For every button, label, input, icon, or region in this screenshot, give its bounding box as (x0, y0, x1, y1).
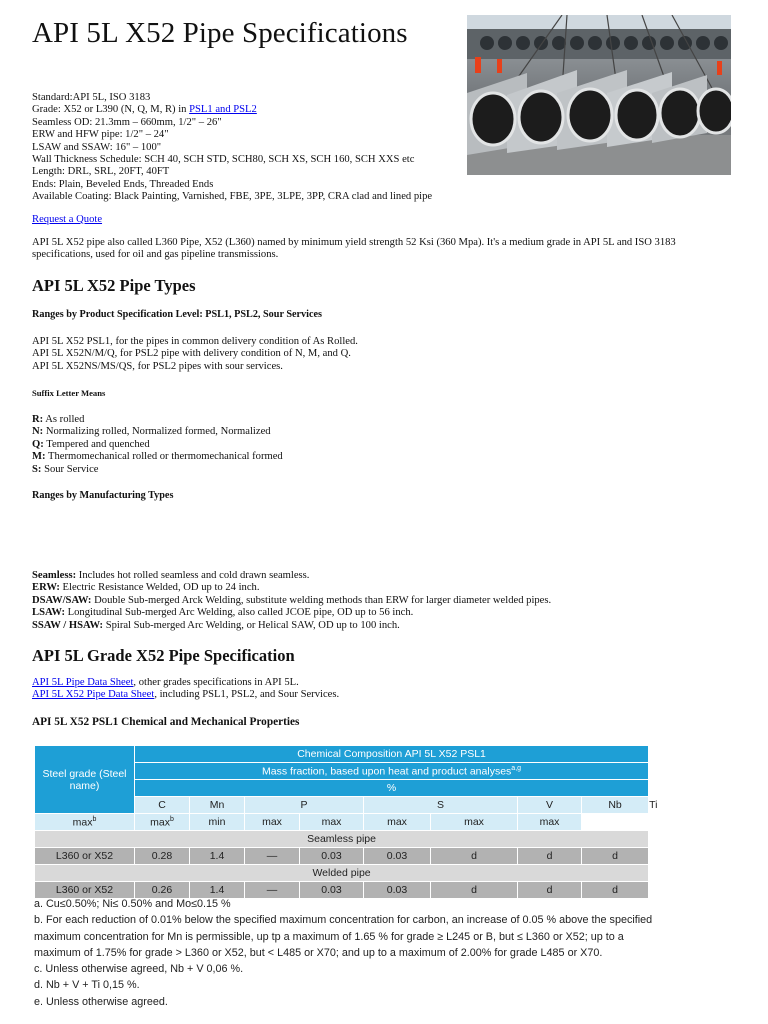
limit-text: max (150, 816, 170, 829)
suffix-key: S: (32, 463, 42, 475)
element-header: V (518, 797, 582, 814)
grade-cell: L360 or X52 (35, 882, 135, 899)
footnote: b. For each reduction of 0.01% below the specified maximum concentration for carbon, an increase of 0.05 % above the specified maximum concentration for Mn is permissible, up tp a maximum of 1.65 % for grade ≥ L245 or B, but ≤ L360 or X52; up to a maximum of 1.75% for grade > L360 or X52, but < L485 or X70; and up to a maximum of 2.00% for grade L485 or X70. (34, 914, 653, 959)
data-sheet-links (32, 677, 339, 702)
data-sheet-text: , other grades specifications in API 5L. (133, 677, 299, 688)
spec-wall-thickness: Wall Thickness Schedule: SCH 40, SCH STD, SCH80, SCH XS, SCH 160, SCH XXS etc (32, 154, 415, 166)
value-cell: 0.03 (364, 882, 431, 899)
value-cell: — (245, 882, 300, 899)
suffix-text: As rolled (43, 414, 85, 425)
suffix-item (32, 439, 283, 451)
spec-erw: ERW and HFW pipe: 1/2" – 24" (32, 129, 169, 141)
spec-coating: Available Coating: Black Painting, Varnished, FBE, 3PE, 3LPE, 3PP, CRA clad and lined pipe (32, 191, 433, 203)
psl-list (32, 336, 358, 373)
api-5l-x52-data-sheet-link[interactable]: API 5L X52 Pipe Data Sheet (32, 689, 155, 701)
value-cell: d (582, 882, 649, 899)
value-cell: d (431, 848, 518, 865)
value-cell: — (245, 848, 300, 865)
steel-grade-header: Steel grade (Steel name) (35, 746, 135, 814)
element-header: Nb (582, 797, 649, 814)
value-cell: 0.28 (135, 848, 190, 865)
data-sheet-line (32, 689, 339, 701)
limit-cell: max (300, 814, 364, 831)
value-cell: d (582, 848, 649, 865)
request-quote-link[interactable]: Request a Quote (32, 214, 103, 225)
value-cell: 1.4 (190, 848, 245, 865)
suffix-heading: Suffix Letter Means (32, 388, 106, 398)
limit-cell: max (364, 814, 431, 831)
limit-cell: max (245, 814, 300, 831)
spec-grade (32, 104, 432, 116)
mfg-text: Includes hot rolled seamless and cold drawn seamless. (76, 570, 310, 581)
value-cell: 0.03 (364, 848, 431, 865)
table-row (35, 848, 649, 865)
suffix-key: Q: (32, 438, 44, 450)
value-cell: 0.03 (300, 848, 364, 865)
mfg-key: LSAW: (32, 607, 65, 619)
suffix-text: Normalizing rolled, Normalized formed, Normalized (43, 426, 271, 438)
mass-fraction-header (135, 763, 649, 780)
mass-fraction-text: Mass fraction, based upon heat and product analyses (262, 765, 512, 778)
data-sheet-text: , including PSL1, PSL2, and Sour Services. (154, 689, 340, 701)
suffix-item (32, 414, 283, 426)
limit-footnote: b (169, 815, 174, 823)
api-5l-data-sheet-link[interactable]: API 5L Pipe Data Sheet (32, 677, 134, 688)
mass-fraction-footnote: a,g (511, 764, 522, 772)
table-footnotes (34, 896, 654, 1010)
mfg-key: DSAW/SAW: (32, 594, 92, 606)
psl-link[interactable]: PSL1 and PSL2 (189, 104, 257, 116)
suffix-text: Tempered and quenched (43, 438, 150, 450)
data-sheet-line (32, 677, 339, 689)
psl-line: API 5L X52N/M/Q, for PSL2 pipe with delivery condition of N, M, and Q. (32, 348, 351, 360)
value-cell: d (518, 882, 582, 899)
limit-cell: max (518, 814, 582, 831)
intro-paragraph: API 5L X52 pipe also called L360 Pipe, X52 (L360) named by minimum yield strength 52 Ksi (360 Mpa). It's a medium grade in API 5L and ISO 3183 specifications, used for oil and gas pipeline transmissions. (32, 237, 676, 261)
limit-cell: max (431, 814, 518, 831)
suffix-key: N: (32, 426, 44, 438)
spec-seamless-od: Seamless OD: 21.3mm – 660mm, 1/2" – 26" (32, 116, 222, 128)
mfg-item (32, 607, 551, 619)
percent-header: % (135, 780, 649, 797)
footnote: a. Cu≤0.50%; Ni≤ 0.50% and Mo≤0.15 % (34, 898, 231, 910)
suffix-item (32, 464, 283, 476)
mfg-item (32, 595, 551, 607)
element-header: P (245, 797, 364, 814)
mfg-key: ERW: (32, 582, 60, 594)
mfg-key: SSAW / HSAW: (32, 619, 104, 631)
value-cell: 0.03 (300, 882, 364, 899)
seamless-section-label: Seamless pipe (35, 831, 649, 848)
chemical-properties-heading: API 5L X52 PSL1 Chemical and Mechanical Properties (32, 716, 300, 728)
manufacturing-subheading: Ranges by Manufacturing Types (32, 490, 174, 501)
spec-standard: Standard:API 5L, ISO 3183 (32, 92, 151, 103)
mfg-text: Spiral Sub-merged Arc Welding, or Helical SAW, OD up to 100 inch. (103, 619, 400, 631)
element-header: S (364, 797, 518, 814)
spec-ends: Ends: Plain, Beveled Ends, Threaded Ends (32, 178, 214, 190)
mfg-item (32, 570, 551, 582)
limit-cell: min (190, 814, 245, 831)
limit-cell (135, 814, 190, 831)
limit-footnote: b (92, 815, 97, 823)
value-cell: 1.4 (190, 882, 245, 899)
suffix-text: Sour Service (41, 463, 99, 475)
pipe-stack-illustration (467, 15, 731, 175)
spec-length: Length: DRL, SRL, 20FT, 40FT (32, 166, 170, 178)
suffix-text: Thermomechanical rolled or thermomechanical formed (45, 451, 283, 463)
mfg-item (32, 582, 551, 594)
psl-line: API 5L X52 PSL1, for the pipes in common delivery condition of As Rolled. (32, 336, 358, 347)
suffix-key: R: (32, 414, 44, 425)
suffix-list (32, 414, 283, 476)
value-cell: d (518, 848, 582, 865)
suffix-key: M: (32, 451, 46, 463)
mfg-text: Longitudinal Sub-merged Arc Welding, also called JCOE pipe, OD up to 56 inch. (64, 607, 414, 619)
limit-text: max (72, 816, 93, 829)
element-header: Mn (190, 797, 245, 814)
grade-cell: L360 or X52 (35, 848, 135, 865)
spec-list (32, 92, 432, 204)
mfg-item (32, 620, 551, 632)
mfg-text: Electric Resistance Welded, OD up to 24 inch. (59, 582, 260, 594)
suffix-item (32, 426, 283, 438)
value-cell: d (431, 882, 518, 899)
welded-section-label: Welded pipe (35, 865, 649, 882)
mfg-text: Double Sub-merged Arck Welding, substitute welding methods than ERW for larger diameter welded pipes. (91, 594, 552, 606)
value-cell: 0.26 (135, 882, 190, 899)
spec-grade-text: Grade: X52 or L390 (N, Q, M, R) in (32, 104, 190, 116)
limit-cell (35, 814, 135, 831)
mfg-key: Seamless: (32, 570, 77, 581)
suffix-item (32, 451, 283, 463)
element-header: C (135, 797, 190, 814)
psl-subheading: Ranges by Product Specification Level: PSL1, PSL2, Sour Services (32, 309, 322, 320)
table-title: Chemical Composition API 5L X52 PSL1 (135, 746, 649, 763)
page-title: API 5L X52 Pipe Specifications (32, 17, 408, 49)
psl-line: API 5L X52NS/MS/QS, for PSL2 pipes with sour services. (32, 360, 283, 372)
spec-lsaw: LSAW and SSAW: 16" – 100" (32, 141, 162, 153)
pipe-types-heading: API 5L X52 Pipe Types (32, 276, 196, 295)
footnote: c. Unless otherwise agreed, Nb + V 0,06 %. (34, 963, 244, 976)
chemical-composition-table: Steel grade (Steel name) Chemical Composition API 5L X52 PSL1 Mass fraction, based upon heat and product analyses$^{a,g}$ % C Mn P S V Nb Ti $\max^b$ $\max^b$ min max max max max max Seamless pipe L360 or X52 0.28 1.4 — 0.03 0.03 d d d Welded pipe L360 or X52 0.26 1.4 — 0.03 0.03 d d d (34, 745, 649, 899)
grade-spec-heading: API 5L Grade X52 Pipe Specification (32, 646, 295, 665)
footnote: d. Nb + V + Ti 0,15 %. (34, 979, 140, 992)
pipe-stack-photo (467, 15, 731, 175)
manufacturing-list (32, 570, 551, 632)
footnote: e. Unless otherwise agreed. (34, 995, 168, 1008)
